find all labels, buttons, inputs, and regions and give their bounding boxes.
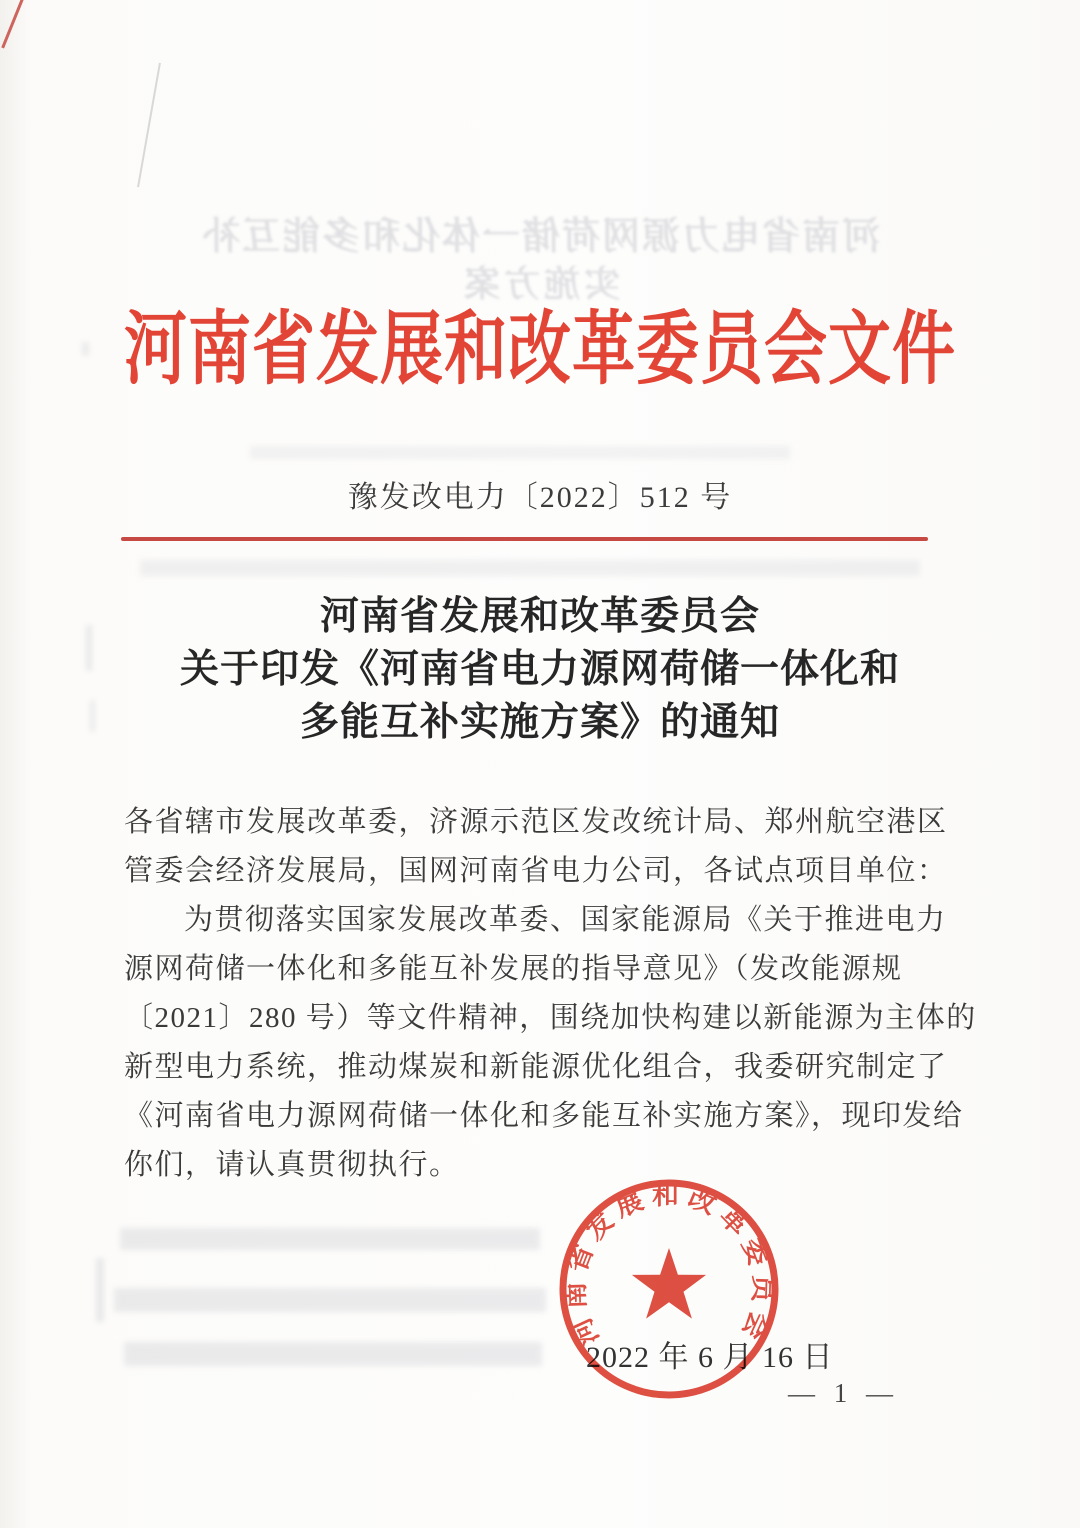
body-line: 管委会经济发展局，国网河南省电力公司，各试点项目单位： bbox=[124, 855, 948, 887]
back-bleed-line: 实施方案 bbox=[460, 264, 621, 304]
body-line: 《河南省电力源网荷储一体化和多能互补实施方案》，现印发给 bbox=[124, 1100, 964, 1132]
body-line: 〔2021〕280 号）等文件精神，围绕加快构建以新能源为主体的 bbox=[124, 1002, 977, 1034]
body-line: 为贯彻落实国家发展改革委、国家能源局《关于推进电力 bbox=[184, 904, 947, 936]
seal-ring-text: 河南省发展和改革委员会 bbox=[559, 1179, 779, 1351]
notice-title-line-2: 关于印发《河南省电力源网荷储一体化和 bbox=[179, 648, 900, 691]
bleed-smudge bbox=[96, 1258, 104, 1322]
back-page-bleed-title bbox=[0, 212, 1080, 306]
body-line: 你们，请认真贯彻执行。 bbox=[124, 1149, 460, 1181]
bleed-smudge bbox=[120, 1228, 540, 1250]
bleed-smudge bbox=[114, 1288, 546, 1312]
bleed-smudge bbox=[250, 446, 790, 459]
back-bleed-line: 河南省电力源网荷储一体化和多能互补 bbox=[200, 216, 881, 258]
seal-star-icon bbox=[632, 1248, 706, 1319]
signature-date: 2022 年 6 月 16 日 bbox=[586, 1341, 834, 1374]
body-line: 源网荷储一体化和多能互补发展的指导意见》（发改能源规 bbox=[124, 953, 903, 985]
bleed-smudge bbox=[124, 1342, 542, 1366]
body-text bbox=[124, 798, 977, 1190]
agency-masthead-title: 河南省发展和改革委员会文件 bbox=[124, 305, 956, 395]
notice-title-line-1: 河南省发展和改革委员会 bbox=[319, 595, 760, 638]
red-pen-mark bbox=[1, 0, 26, 48]
body-line: 各省辖市发展改革委，济源示范区发改统计局、郑州航空港区 bbox=[124, 806, 948, 838]
scratch-mark bbox=[137, 63, 161, 187]
bleed-smudge bbox=[140, 560, 920, 576]
official-seal bbox=[554, 1174, 784, 1404]
notice-title bbox=[0, 590, 1080, 749]
document-number: 豫发改电力〔2022〕512 号 bbox=[347, 481, 733, 514]
notice-title-line-3: 多能互补实施方案》的通知 bbox=[299, 701, 780, 744]
red-separator-rule bbox=[121, 537, 928, 541]
body-line: 新型电力系统，推动煤炭和新能源优化组合，我委研究制定了 bbox=[124, 1051, 948, 1083]
page-number: — 1 — bbox=[788, 1378, 899, 1408]
